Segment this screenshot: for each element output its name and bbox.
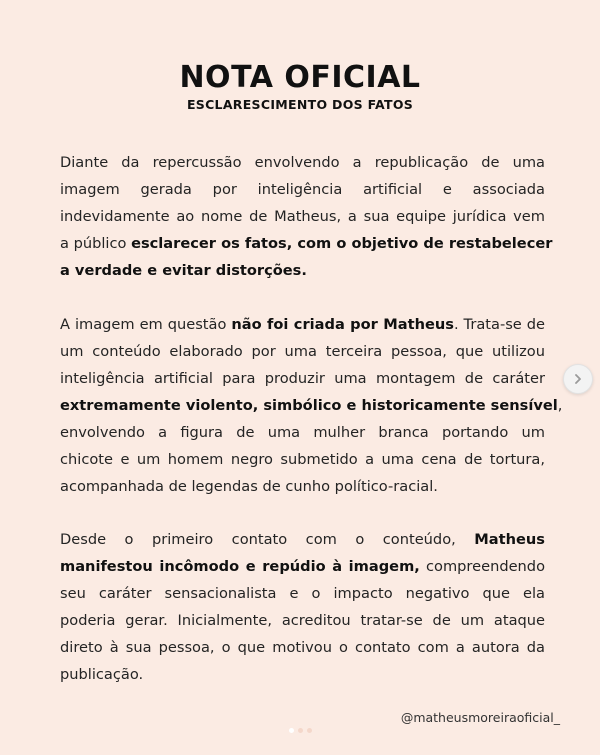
text-segment: seu caráter sensacionalista e o impacto negativo que ela	[60, 585, 545, 602]
text-segment: envolvendo a figura de uma mulher branca portando um	[60, 424, 545, 441]
bold-text: não foi criada por Matheus	[231, 316, 454, 333]
bold-text: extremamente violento, simbólico e historicamente sensível	[60, 397, 558, 414]
paragraph	[60, 149, 553, 284]
paragraph	[60, 526, 545, 688]
text-line	[60, 607, 545, 634]
author-handle: @matheusmoreiraoficial_	[400, 710, 560, 725]
text-segment: chicote e um homem negro submetido a uma cena de tortura,	[60, 451, 545, 468]
carousel-next-button[interactable]	[563, 364, 593, 394]
text-segment: um conteúdo elaborado por uma terceira pessoa, que utilizou	[60, 343, 545, 360]
text-line	[60, 473, 545, 500]
text-line	[60, 149, 545, 176]
bold-text: a verdade e evitar distorções.	[60, 262, 307, 279]
carousel-dots	[0, 728, 600, 733]
bold-text: esclarecer os fatos, com o objetivo de restabelecer	[131, 235, 553, 252]
text-segment: poderia gerar. Inicialmente, acreditou tratar-se de um ataque	[60, 612, 545, 629]
text-line	[60, 446, 545, 473]
text-segment: acompanhada de legendas de cunho político-racial.	[60, 478, 438, 495]
post-title: NOTA OFICIAL	[179, 60, 421, 95]
text-line	[60, 634, 545, 661]
text-line	[60, 176, 545, 203]
text-segment: inteligência artificial para produzir uma montagem de caráter	[60, 370, 545, 387]
carousel-dot[interactable]	[289, 728, 294, 733]
text-line	[60, 580, 545, 607]
text-line	[60, 230, 553, 257]
text-segment: imagem gerada por inteligência artificial e associada	[60, 181, 545, 198]
text-line	[60, 661, 545, 688]
text-segment: A imagem em questão	[60, 316, 232, 333]
text-line	[60, 553, 545, 580]
bold-text: manifestou incômodo e repúdio à imagem,	[60, 558, 420, 575]
text-line	[60, 257, 545, 284]
post-subtitle: ESCLARESCIMENTO DOS FATOS	[186, 97, 414, 112]
text-line	[60, 526, 545, 553]
text-segment: compreendendo	[419, 558, 545, 575]
text-segment: indevidamente ao nome de Matheus, a sua equipe jurídica vem	[60, 208, 545, 225]
carousel-dot[interactable]	[307, 728, 312, 733]
text-line	[60, 365, 545, 392]
text-segment: Desde o primeiro contato com o conteúdo,	[60, 531, 475, 548]
text-line	[60, 338, 545, 365]
text-line	[60, 203, 545, 230]
text-segment: a público	[60, 235, 132, 252]
bold-text: Matheus	[474, 531, 545, 548]
text-segment: Diante da repercussão envolvendo a republicação de uma	[60, 154, 545, 171]
chevron-right-icon	[572, 373, 584, 385]
carousel-dot[interactable]	[298, 728, 303, 733]
text-line	[60, 419, 545, 446]
paragraph	[60, 311, 563, 500]
text-line	[60, 392, 563, 419]
text-segment: . Trata-se de	[453, 316, 545, 333]
text-line	[60, 311, 545, 338]
text-segment: publicação.	[60, 666, 144, 683]
text-segment: ,	[557, 397, 563, 414]
text-segment: direto à sua pessoa, o que motivou o contato com a autora da	[60, 639, 545, 656]
